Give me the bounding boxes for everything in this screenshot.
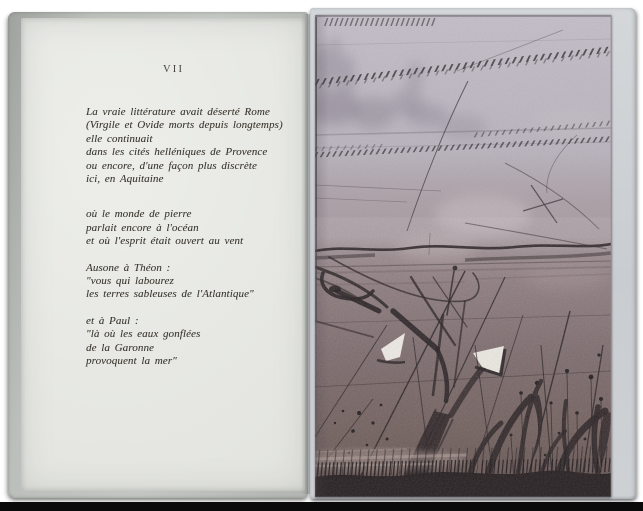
poem-line: et à Paul :: [86, 314, 139, 327]
poem-line: ou encore, d'une façon plus discrète: [86, 159, 257, 172]
poem-line: de la Garonne: [86, 341, 155, 354]
left-page: [8, 12, 308, 498]
poem-line: "là où les eaux gonflées: [86, 328, 201, 341]
poem: [86, 106, 316, 369]
poem-stanza: [86, 262, 316, 302]
poem-line: "vous qui labourez: [86, 275, 174, 288]
right-page: [310, 8, 636, 499]
poem-line: les terres sableuses de l'Atlantique": [86, 288, 254, 301]
poem-line: parlait encore à l'océan: [86, 221, 199, 234]
etching-artwork: [315, 15, 611, 497]
poem-line: Ausone à Théon :: [86, 261, 171, 274]
poem-line: La vraie littérature avait déserté Rome: [86, 106, 270, 118]
poem-line: (Virgile et Ovide morts depuis longtemps): [86, 119, 283, 132]
poem-line: et où l'esprit était ouvert au vent: [86, 235, 244, 248]
poem-line: provoquent la mer": [86, 355, 177, 368]
grain-light: [315, 243, 611, 497]
poem-line: où le monde de pierre: [86, 208, 192, 221]
poem-line: ici, en Aquitaine: [86, 173, 164, 186]
bottom-black-bar: [0, 502, 643, 511]
poem-stanza: [86, 208, 316, 248]
poem-stanza: [86, 106, 316, 186]
page-number: VII: [163, 64, 185, 75]
poem-line: dans les cités helléniques de Provence: [86, 146, 268, 159]
poem-stanza: [86, 315, 316, 369]
poem-line: elle continuait: [86, 132, 153, 145]
gutter-shadow: [301, 14, 310, 494]
etching-artwork-frame: [315, 15, 611, 497]
left-page-paper: [21, 18, 305, 491]
